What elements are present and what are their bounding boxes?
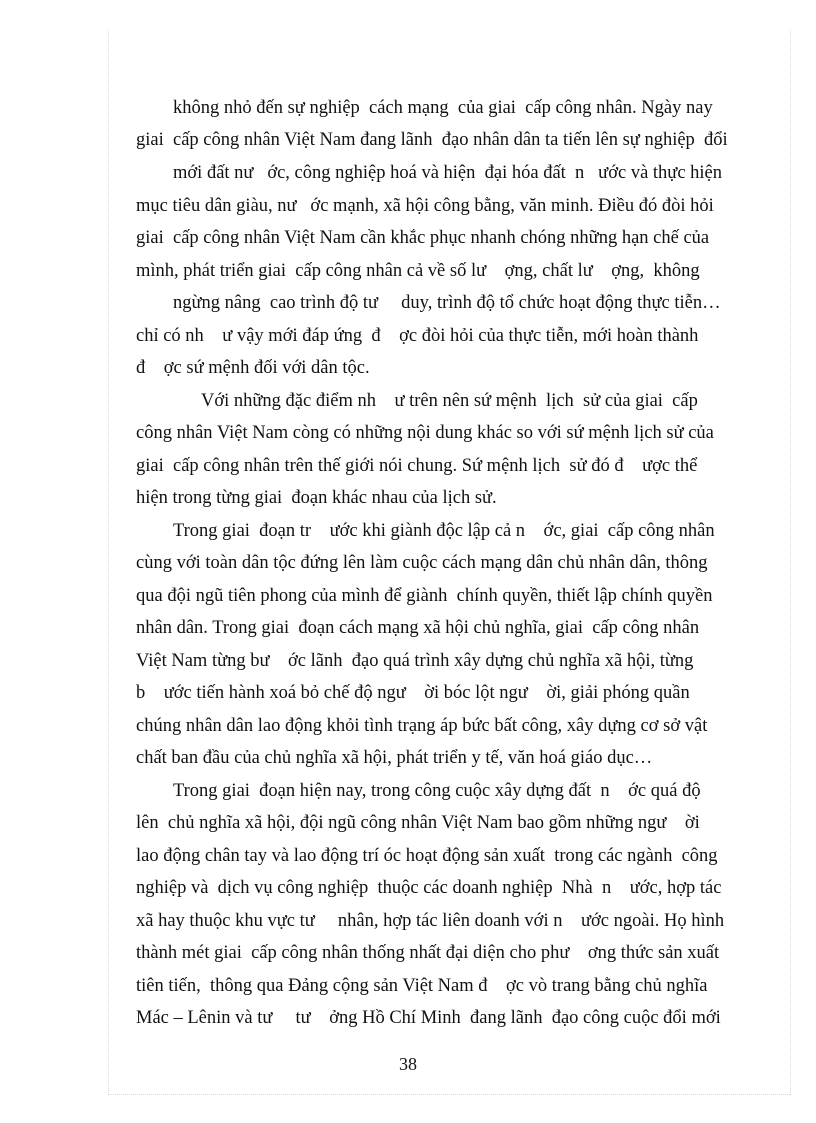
text-line: giai cấp công nhân trên thế giới nói chung. Sứ mệnh lịch sử đó đ ược thể (136, 456, 698, 476)
text-line: mới đất nư ớc, công nghiệp hoá và hiện đại hóa đất n ước và thực hiện (173, 163, 723, 183)
text-line: ngừng nâng cao trình độ tư duy, trình độ tổ chức hoạt động thực tiễn… (173, 293, 721, 313)
text-line: chúng nhân dân lao động khỏi tình trạng áp bức bất công, xây dựng cơ sở vật (136, 716, 708, 736)
text-line: đ ợc sứ mệnh đối với dân tộc. (136, 358, 370, 378)
text-line: thành mét giai cấp công nhân thống nhất đại diện cho phư ơng thức sản xuất (136, 943, 720, 963)
text-line: giai cấp công nhân Việt Nam đang lãnh đạo nhân dân ta tiến lên sự nghiệp đổi (136, 130, 728, 150)
text-line: mục tiêu dân giàu, nư ớc mạnh, xã hội công bằng, văn minh. Điều đó đòi hỏi (136, 196, 714, 216)
text-line: xã hay thuộc khu vực tư nhân, hợp tác liên doanh với n ước ngoài. Họ hình (136, 911, 725, 931)
text-line: Với những đặc điểm nh ư trên nên sứ mệnh lịch sử của giai cấp (201, 391, 698, 411)
text-line: giai cấp công nhân Việt Nam cần khắc phục nhanh chóng những hạn chế của (136, 228, 710, 248)
text-line: mình, phát triển giai cấp công nhân cả về số lư ợng, chất lư ợng, không (136, 261, 700, 281)
text-line: Trong giai đoạn hiện nay, trong công cuộc xây dựng đất n ớc quá độ (173, 781, 701, 801)
text-line: chỉ có nh ư vậy mới đáp ứng đ ợc đòi hỏi của thực tiễn, mới hoàn thành (136, 326, 699, 346)
text-line: Việt Nam từng bư ớc lãnh đạo quá trình xây dựng chủ nghĩa xã hội, từng (136, 651, 694, 671)
page-border-left (108, 30, 109, 1095)
text-line: lên chủ nghĩa xã hội, đội ngũ công nhân Việt Nam bao gồm những ngư ời (136, 813, 700, 833)
text-line: chất ban đầu của chủ nghĩa xã hội, phát triển y tế, văn hoá giáo dục… (136, 748, 653, 768)
text-line: cùng với toàn dân tộc đứng lên làm cuộc cách mạng dân chủ nhân dân, thông (136, 553, 708, 573)
page-border-bottom (108, 1094, 790, 1095)
text-line: Trong giai đoạn tr ước khi giành độc lập cả n ớc, giai cấp công nhân (173, 521, 715, 541)
text-line: nhân dân. Trong giai đoạn cách mạng xã hội chủ nghĩa, giai cấp công nhân (136, 618, 700, 638)
text-line: hiện trong từng giai đoạn khác nhau của lịch sử. (136, 488, 497, 508)
text-line: Mác – Lênin và tư tư ởng Hồ Chí Minh đang lãnh đạo công cuộc đổi mới (136, 1008, 721, 1028)
text-line: không nhỏ đến sự nghiệp cách mạng của giai cấp công nhân. Ngày nay (173, 98, 713, 118)
page-border-right (790, 30, 791, 1095)
text-line: lao động chân tay và lao động trí óc hoạt động sản xuất trong các ngành công (136, 846, 718, 866)
text-line: qua đội ngũ tiên phong của mình để giành chính quyền, thiết lập chính quyền (136, 586, 713, 606)
text-line: công nhân Việt Nam còng có những nội dung khác so với sứ mệnh lịch sử của (136, 423, 714, 443)
text-line: nghiệp và dịch vụ công nghiệp thuộc các doanh nghiệp Nhà n ước, hợp tác (136, 878, 722, 898)
text-line: b ước tiến hành xoá bỏ chế độ ngư ời bóc lột ngư ời, giải phóng quần (136, 683, 690, 703)
text-line: tiên tiến, thông qua Đảng cộng sản Việt Nam đ ợc vò trang bằng chủ nghĩa (136, 976, 708, 996)
page-number: 38 (399, 1054, 417, 1074)
